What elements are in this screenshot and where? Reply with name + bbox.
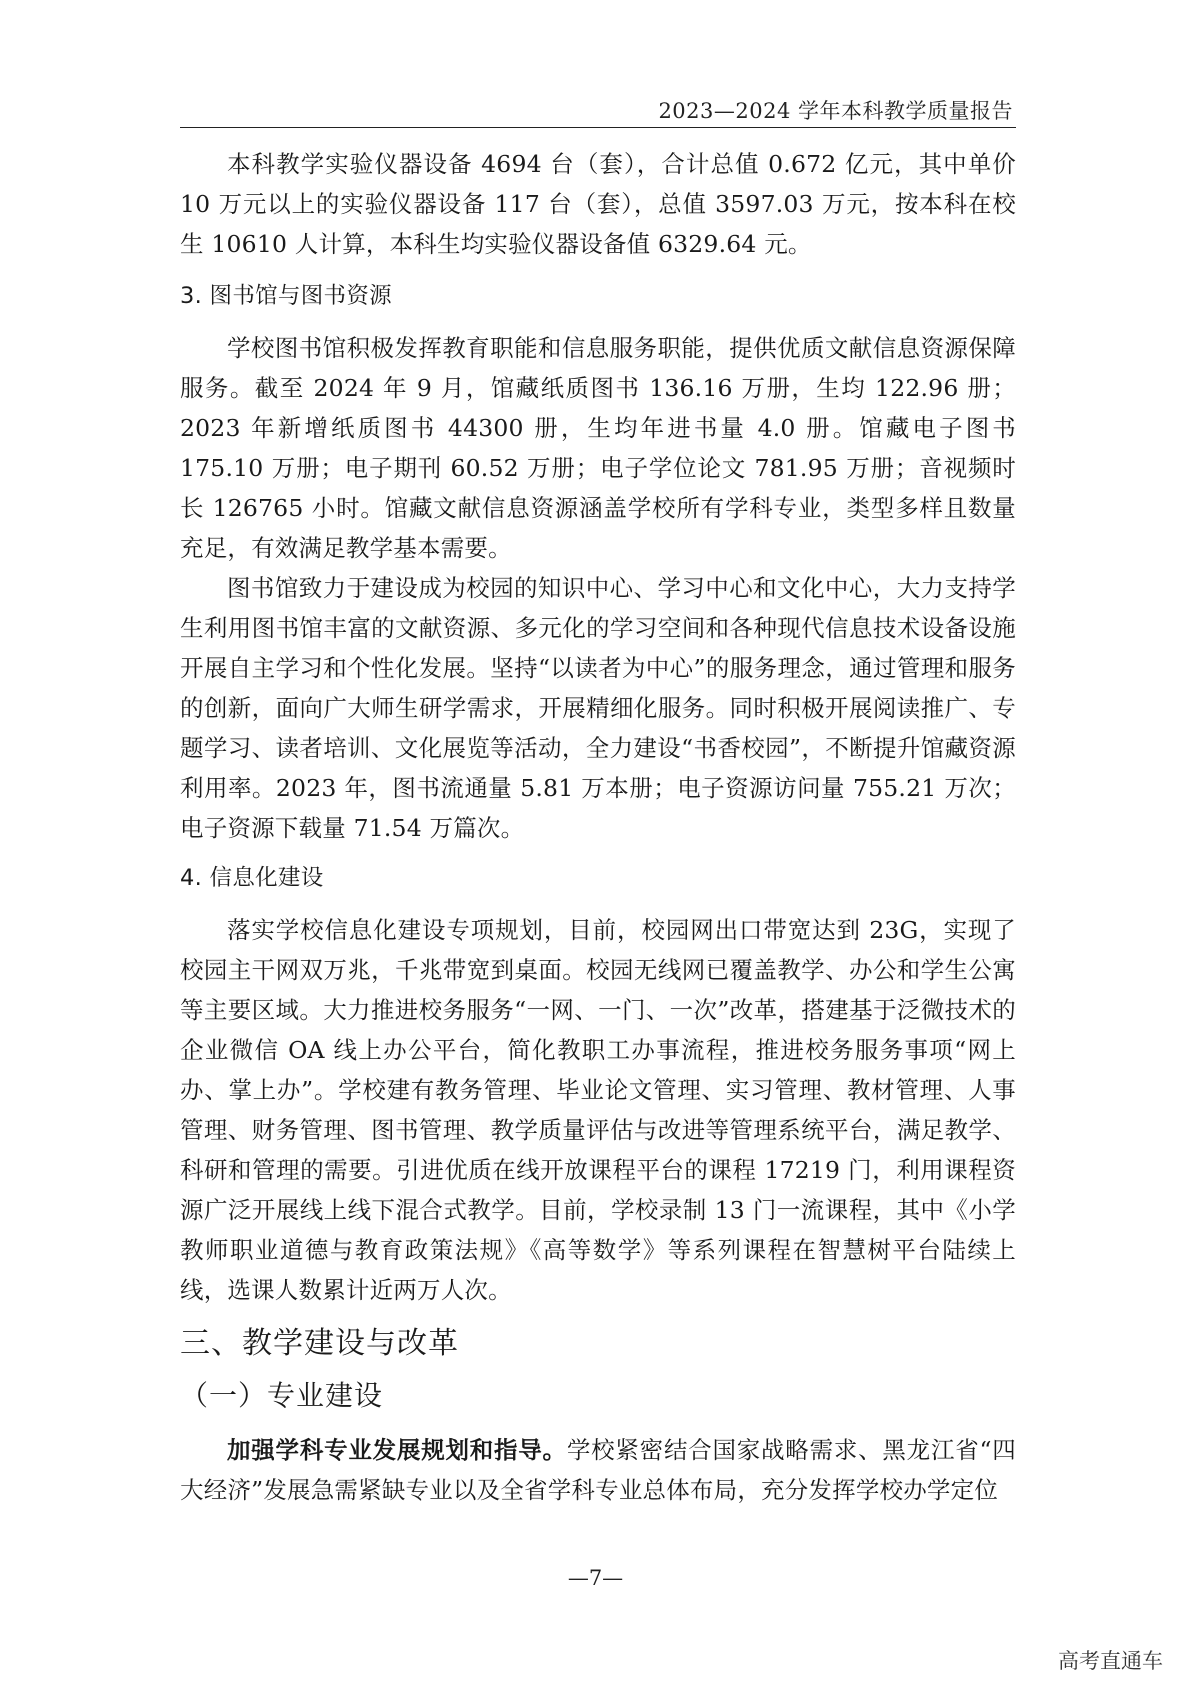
running-header: 2023—2024 学年本科教学质量报告	[658, 99, 1013, 123]
paragraph-library-resources: 学校图书馆积极发挥教育职能和信息服务职能，提供优质文献信息资源保障服务。截至 2024 年 9 月，馆藏纸质图书 136.16 万册，生均 122.96 册；2023 年新增纸质图书 44300 册，生均年进书量 4.0 册。馆藏电子图书 175.10 万册；电子期刊 60.52 万册；电子学位论文 781.95 万册；音视频时长 126765 小时。馆藏文献信息资源涵盖学校所有学科专业，类型多样且数量充足，有效满足教学基本需要。	[180, 334, 1016, 562]
paragraph-lead-text: 加强学科专业发展规划和指导。	[227, 1436, 567, 1464]
header-rule	[180, 127, 1016, 128]
watermark-text: 高考直通车	[1058, 1649, 1163, 1673]
page-number: —7—	[567, 1566, 624, 1590]
paragraph-equipment: 本科教学实验仪器设备 4694 台（套），合计总值 0.672 亿元，其中单价 10 万元以上的实验仪器设备 117 台（套），总值 3597.03 万元，按本科在校生 10610 人计算，本科生均实验仪器设备值 6329.64 元。	[180, 150, 1016, 258]
paragraph-major-construction	[180, 1430, 1016, 1510]
paragraph-body-text: 学校紧密结合国家战略需求、黑龙江省“四大经济”发展急需紧缺专业以及全省学科专业总体布局，充分发挥学校办学定位	[180, 1436, 1016, 1504]
section-heading-library: 3. 图书馆与图书资源	[180, 283, 392, 309]
subsection-heading: （一）专业建设	[180, 1379, 384, 1412]
section-heading-informatization: 4. 信息化建设	[180, 865, 324, 891]
paragraph-informatization: 落实学校信息化建设专项规划，目前，校园网出口带宽达到 23G，实现了校园主干网双万兆，千兆带宽到桌面。校园无线网已覆盖教学、办公和学生公寓等主要区域。大力推进校务服务“一网、一门、一次”改革，搭建基于泛微技术的企业微信 OA 线上办公平台，简化教职工办事流程，推进校务服务事项“网上办、掌上办”。学校建有教务管理、毕业论文管理、实习管理、教材管理、人事管理、财务管理、图书管理、教学质量评估与改进等管理系统平台，满足教学、科研和管理的需要。引进优质在线开放课程平台的课程 17219 门，利用课程资源广泛开展线上线下混合式教学。目前，学校录制 13 门一流课程，其中《小学教师职业道德与教育政策法规》《高等数学》等系列课程在智慧树平台陆续上线，选课人数累计近两万人次。	[180, 916, 1016, 1304]
page-content	[180, 144, 1016, 1510]
chapter-heading: 三、教学建设与改革	[180, 1326, 459, 1361]
paragraph-library-services: 图书馆致力于建设成为校园的知识中心、学习中心和文化中心，大力支持学生利用图书馆丰富的文献资源、多元化的学习空间和各种现代信息技术设备设施开展自主学习和个性化发展。坚持“以读者为中心”的服务理念，通过管理和服务的创新，面向广大师生研学需求，开展精细化服务。同时积极开展阅读推广、专题学习、读者培训、文化展览等活动，全力建设“书香校园”，不断提升馆藏资源利用率。2023 年，图书流通量 5.81 万本册；电子资源访问量 755.21 万次；电子资源下载量 71.54 万篇次。	[180, 574, 1016, 842]
